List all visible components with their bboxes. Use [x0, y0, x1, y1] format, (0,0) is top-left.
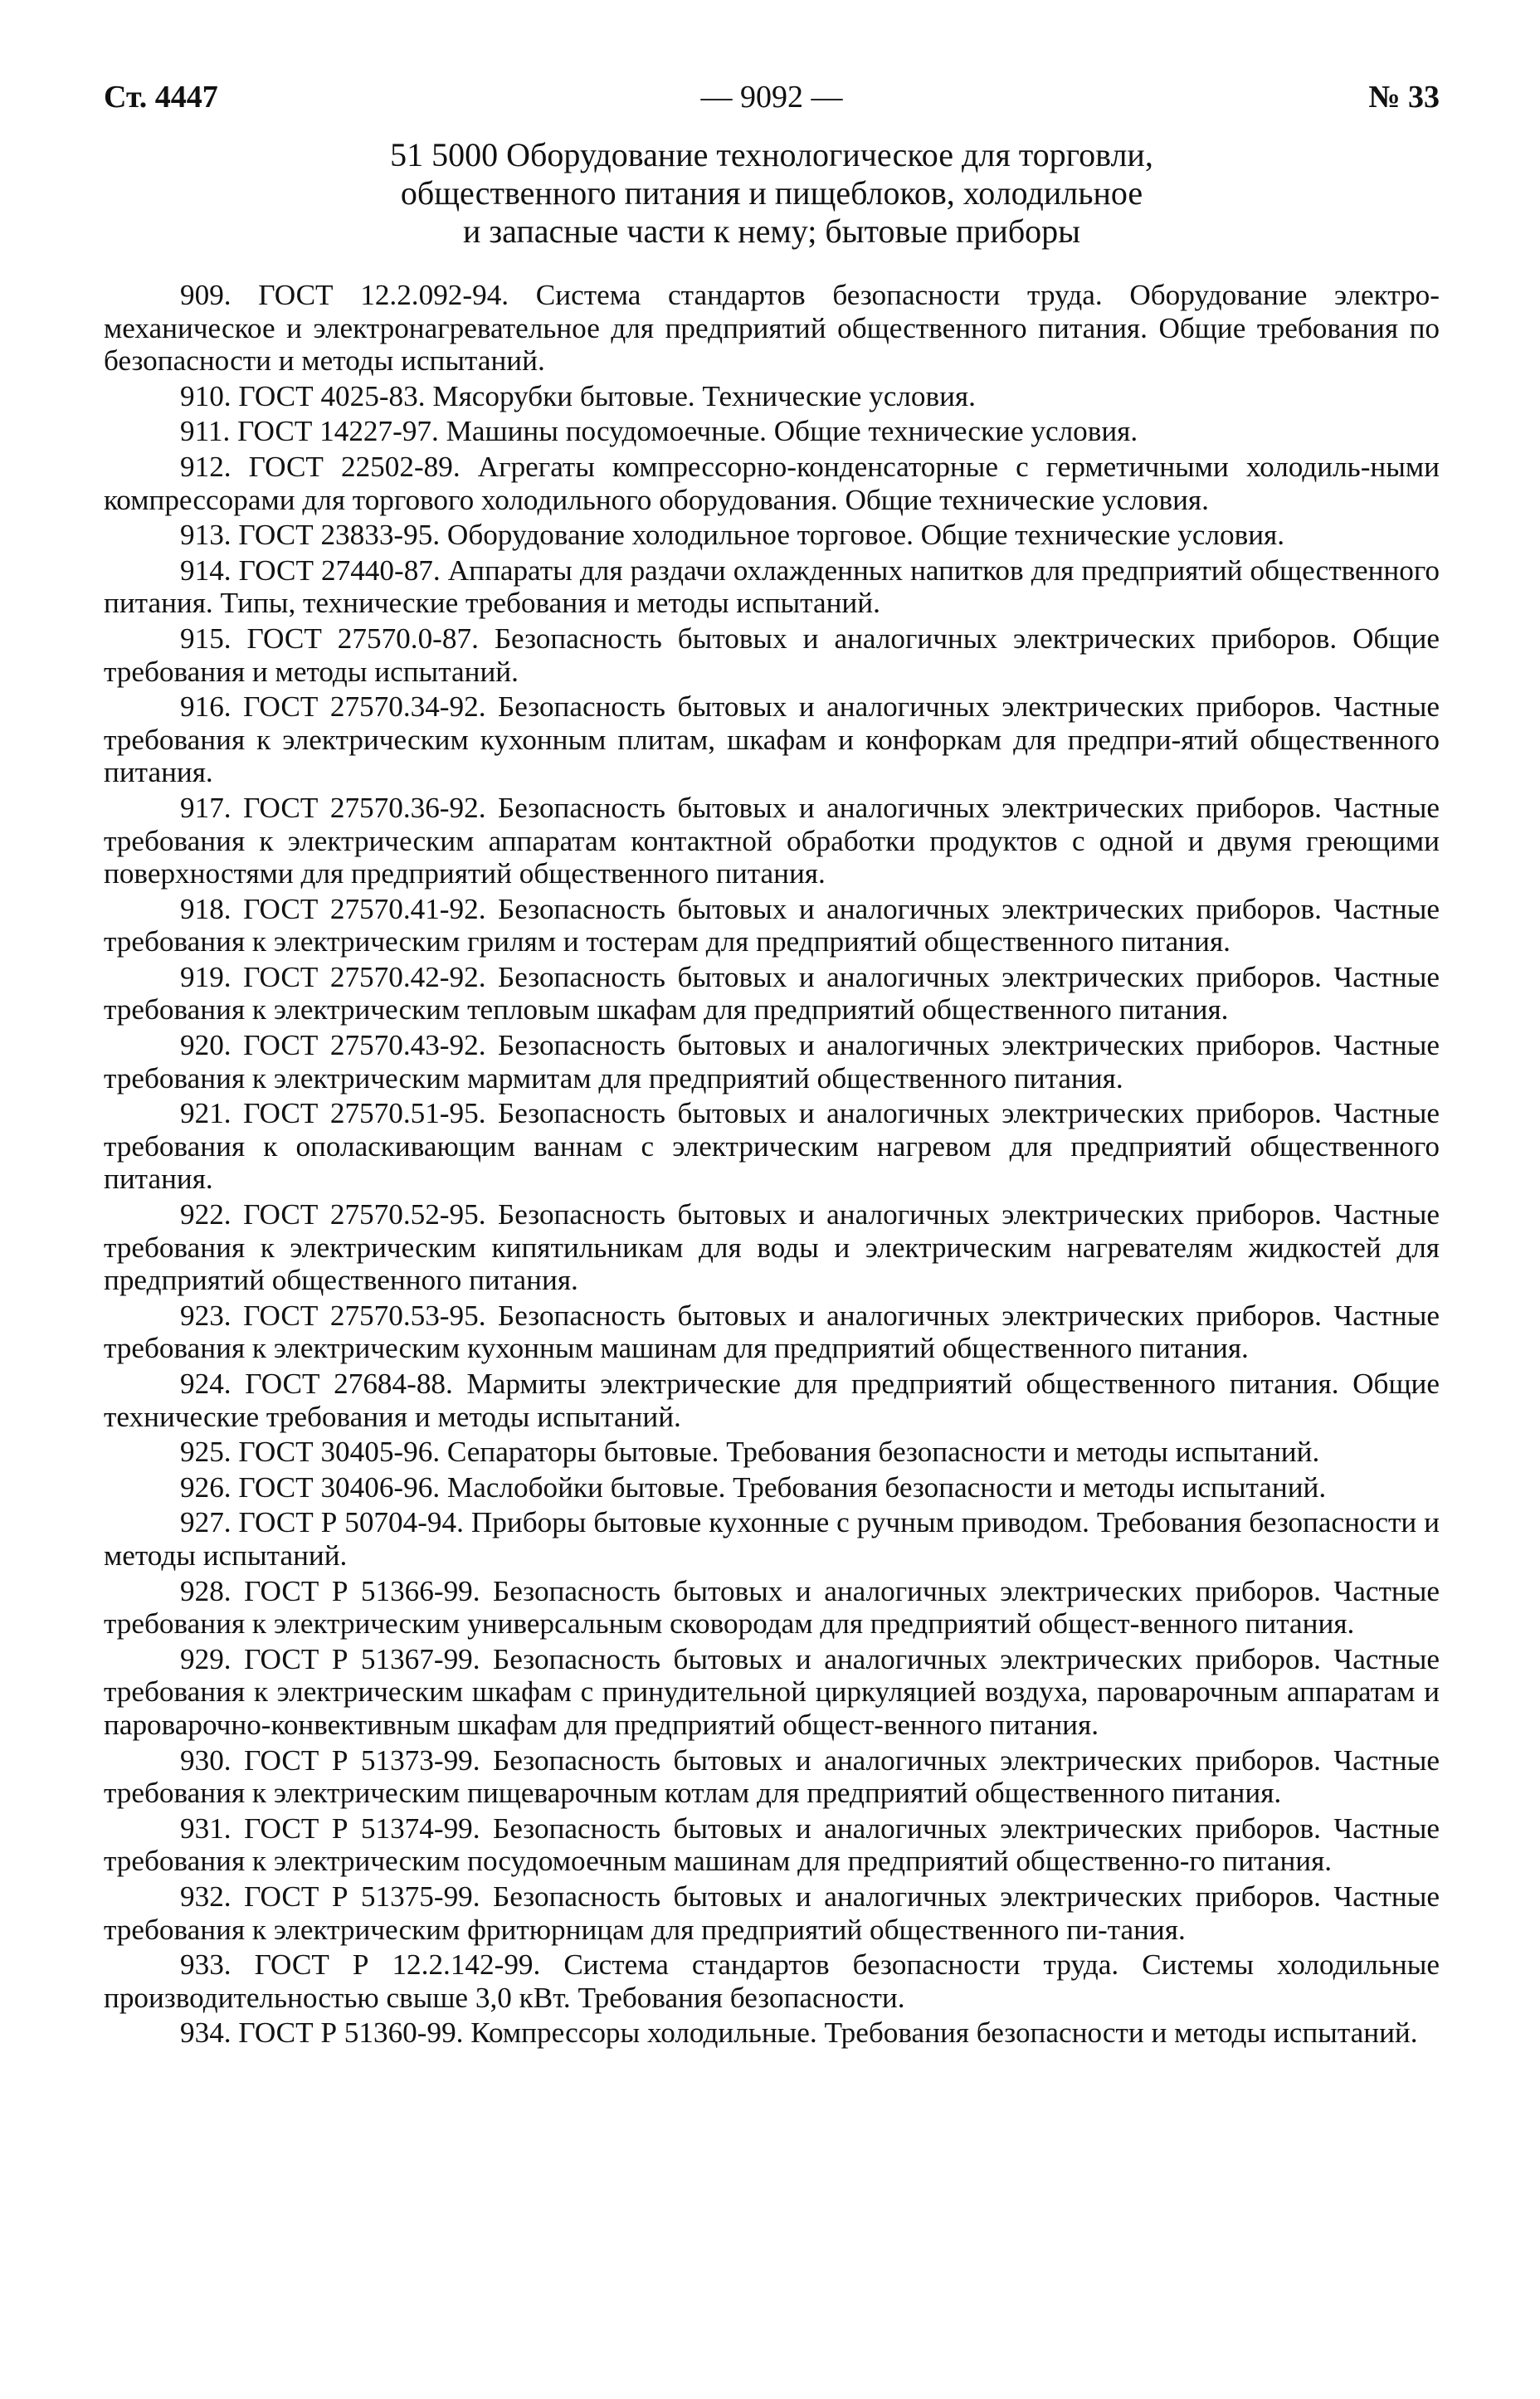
standard-entry: 910. ГОСТ 4025-83. Мясорубки бытовые. Технические условия. [180, 379, 976, 412]
standard-entry: 917. ГОСТ 27570.36-92. Безопасность бытовых и аналогичных электрических приборов. Частные требования к электрическим аппаратам контактной обработки продуктов с одной и двумя греющими поверхностями для предприятий общественного питания. [104, 791, 1440, 890]
standard-entry: 928. ГОСТ Р 51366-99. Безопасность бытовых и аналогичных электрических приборов. Частные требования к электрическим универсальным сковородам для предприятий общест-венного питания. [104, 1574, 1440, 1641]
standard-entry: 930. ГОСТ Р 51373-99. Безопасность бытовых и аналогичных электрических приборов. Частные требования к электрическим пищеварочным котлам для предприятий общественного питания. [104, 1743, 1440, 1810]
standard-entry: 914. ГОСТ 27440-87. Аппараты для раздачи охлажденных напитков для предприятий общественного питания. Типы, технические требования и методы испытаний. [104, 553, 1440, 620]
page-header [104, 75, 1440, 119]
page-number: — 9092 — [700, 80, 843, 115]
standard-entry: 932. ГОСТ Р 51375-99. Безопасность бытовых и аналогичных электрических приборов. Частные требования к электрическим фритюрницам для предприятий общественного пи-тания. [104, 1880, 1440, 1946]
standard-entry: 925. ГОСТ 30405-96. Сепараторы бытовые. Требования безопасности и методы испытаний. [180, 1436, 1320, 1469]
standard-entry: 919. ГОСТ 27570.42-92. Безопасность бытовых и аналогичных электрических приборов. Частные требования к электрическим тепловым шкафам для предприятий общественного питания. [104, 960, 1440, 1026]
document-page [104, 75, 1440, 2052]
standard-entry: 915. ГОСТ 27570.0-87. Безопасность бытовых и аналогичных электрических приборов. Общие требования и методы испытаний. [104, 622, 1440, 688]
section-heading-line: общественного питания и пищеблоков, холодильное [400, 174, 1143, 212]
standard-entry: 913. ГОСТ 23833-95. Оборудование холодильное торговое. Общие технические условия. [180, 519, 1285, 552]
standard-entry: 922. ГОСТ 27570.52-95. Безопасность бытовых и аналогичных электрических приборов. Частные требования к электрическим кипятильникам для воды и электрическим нагревателям жидкостей для предприятий общественного питания. [104, 1198, 1440, 1297]
standard-entry: 931. ГОСТ Р 51374-99. Безопасность бытовых и аналогичных электрических приборов. Частные требования к электрическим посудомоечным машинам для предприятий общественно-го питания. [104, 1811, 1440, 1878]
section-heading [274, 136, 1270, 251]
standard-entry: 933. ГОСТ Р 12.2.142-99. Система стандартов безопасности труда. Системы холодильные производительностью свыше 3,0 кВт. Требования безопасности. [104, 1948, 1440, 2014]
standard-entry: 934. ГОСТ Р 51360-99. Компрессоры холодильные. Требования безопасности и методы испытаний. [180, 2016, 1418, 2050]
standard-entry: 927. ГОСТ Р 50704-94. Приборы бытовые кухонные с ручным приводом. Требования безопасности и методы испытаний. [104, 1506, 1440, 1572]
article-number: Ст. 4447 [104, 80, 218, 115]
standard-entry: 921. ГОСТ 27570.51-95. Безопасность бытовых и аналогичных электрических приборов. Частные требования к ополаскивающим ваннам с электрическим нагревом для предприятий общественного питания. [104, 1097, 1440, 1196]
standard-entry: 926. ГОСТ 30406-96. Маслобойки бытовые. Требования безопасности и методы испытаний. [180, 1470, 1327, 1504]
issue-number: № 33 [1368, 80, 1440, 115]
standard-entry: 923. ГОСТ 27570.53-95. Безопасность бытовых и аналогичных электрических приборов. Частные требования к электрическим кухонным машинам для предприятий общественного питания. [104, 1299, 1440, 1365]
standard-entry: 929. ГОСТ Р 51367-99. Безопасность бытовых и аналогичных электрических приборов. Частные требования к электрическим шкафам с принудительной циркуляцией воздуха, пароварочным аппаратам и пароварочно-конвективным шкафам для предприятий общест-венного питания. [104, 1642, 1440, 1741]
standard-entry: 916. ГОСТ 27570.34-92. Безопасность бытовых и аналогичных электрических приборов. Частные требования к электрическим кухонным плитам, шкафам и конфоркам для предпри-ятий общественного питания. [104, 690, 1440, 789]
section-heading-line: и запасные части к нему; бытовые приборы [462, 212, 1081, 250]
standard-entry: 911. ГОСТ 14227-97. Машины посудомоечные. Общие технические условия. [180, 415, 1138, 448]
standard-entry: 912. ГОСТ 22502-89. Агрегаты компрессорно-конденсаторные с герметичными холодиль-ными компрессорами для торгового холодильного оборудования. Общие технические условия. [104, 450, 1440, 516]
standard-entry: 918. ГОСТ 27570.41-92. Безопасность бытовых и аналогичных электрических приборов. Частные требования к электрическим грилям и тостерам для предприятий общественного питания. [104, 892, 1440, 958]
standard-entry: 924. ГОСТ 27684-88. Мармиты электрические для предприятий общественного питания. Общие технические требования и методы испытаний. [104, 1368, 1440, 1433]
standard-entry: 909. ГОСТ 12.2.092-94. Система стандартов безопасности труда. Оборудование электро-механическое и электронагревательное для предприятий общественного питания. Общие требования по безопасности и методы испытаний. [104, 279, 1440, 378]
standard-entry: 920. ГОСТ 27570.43-92. Безопасность бытовых и аналогичных электрических приборов. Частные требования к электрическим мармитам для предприятий общественного питания. [104, 1029, 1440, 1095]
standards-list [104, 279, 1440, 2050]
section-heading-line: 51 5000 Оборудование технологическое для торговли, [390, 136, 1153, 173]
